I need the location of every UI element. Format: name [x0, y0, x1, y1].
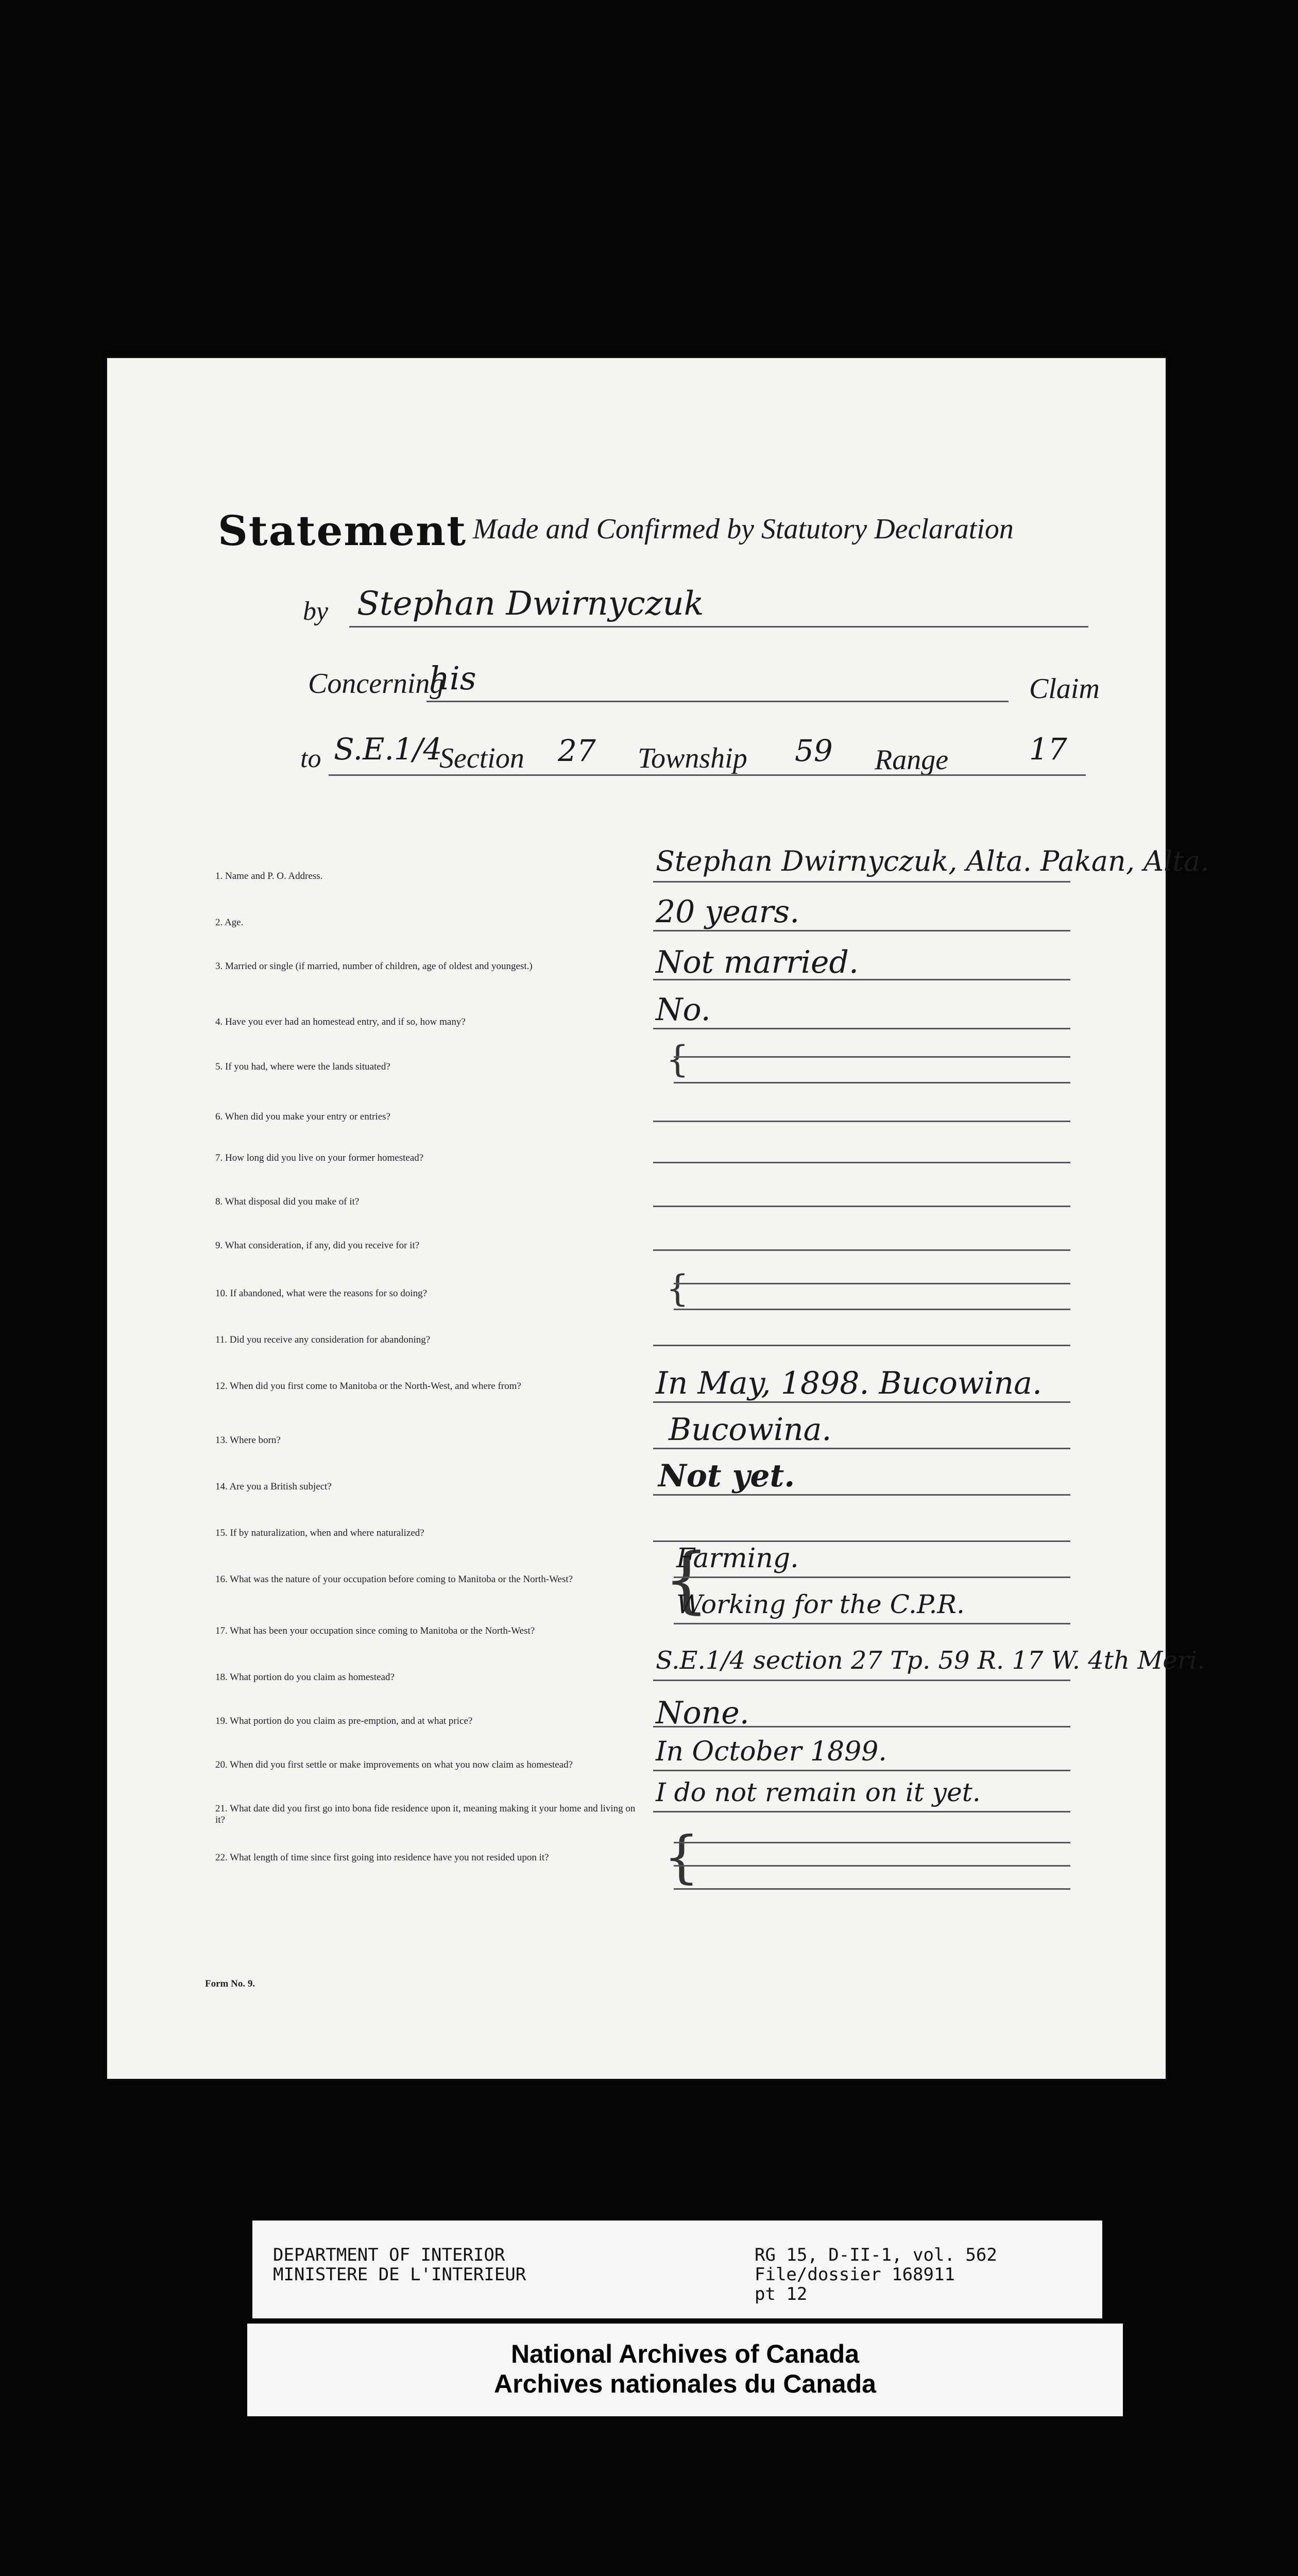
answer-line	[674, 1842, 1070, 1843]
form-subtitle: Made and Confirmed by Statutory Declaration	[473, 513, 1014, 545]
answer-line	[653, 881, 1070, 883]
question-label: 3. Married or single (if married, number of children, age of oldest and youngest.)	[215, 961, 533, 972]
answer-line	[674, 1082, 1070, 1083]
answer-text: None.	[656, 1695, 749, 1731]
answer-line	[674, 1309, 1070, 1310]
quarter-value: S.E.1/4	[334, 732, 442, 767]
answer-line	[653, 1401, 1070, 1403]
location-line	[329, 774, 1086, 776]
answer-text: Not yet.	[658, 1458, 795, 1494]
answer-line	[653, 1811, 1070, 1812]
question-label: 1. Name and P. O. Address.	[215, 871, 323, 882]
question-label: 4. Have you ever had an homestead entry, and if so, how many?	[215, 1016, 466, 1027]
answer-text: In October 1899.	[656, 1736, 887, 1767]
question-label: 21. What date did you first go into bona fide residence upon it, meaning making it your home and living on it?	[215, 1803, 636, 1825]
archives-name-en: National Archives of Canada	[510, 2340, 860, 2368]
question-label: 17. What has been your occupation since coming to Manitoba or the North-West?	[215, 1625, 535, 1636]
question-label: 10. If abandoned, what were the reasons for so doing?	[215, 1288, 428, 1299]
question-label: 19. What portion do you claim as pre-emption, and at what price?	[215, 1716, 473, 1726]
question-label: 12. When did you first come to Manitoba or the North-West, and where from?	[215, 1381, 521, 1392]
question-label: 11. Did you receive any consideration for abandoning?	[215, 1334, 431, 1345]
department-fr: MINISTERE DE L'INTERIEUR	[273, 2264, 526, 2285]
question-label: 16. What was the nature of your occupation before coming to Manitoba or the North-West?	[215, 1574, 573, 1585]
answer-line	[653, 1770, 1070, 1771]
answer-line	[653, 1121, 1070, 1122]
range-value: 17	[1029, 732, 1067, 767]
question-label: 15. If by naturalization, when and where naturalized?	[215, 1528, 424, 1538]
answer-line	[674, 1577, 1070, 1578]
reference-card	[252, 2221, 1102, 2318]
question-label: 20. When did you first settle or make improvements on what you now claim as homestead?	[215, 1759, 573, 1770]
department-en: DEPARTMENT OF INTERIOR	[273, 2245, 505, 2265]
range-label: Range	[875, 744, 949, 776]
form-title: Statement	[218, 506, 467, 555]
question-label: 18. What portion do you claim as homestead?	[215, 1672, 395, 1683]
answer-text: Working for the C.P.R.	[676, 1589, 965, 1619]
answer-line	[674, 1623, 1070, 1624]
answer-text: Not married.	[656, 944, 859, 980]
statement-form	[107, 358, 1209, 2079]
reference-line-2: File/dossier 168911	[755, 2264, 955, 2285]
answer-line	[674, 1056, 1070, 1058]
answer-text: In May, 1898. Bucowina.	[656, 1365, 1043, 1401]
answer-line	[653, 1162, 1070, 1163]
declarant-name: Stephan Dwirnyczuk	[357, 585, 704, 623]
answer-line	[674, 1283, 1070, 1284]
answer-line	[653, 1726, 1070, 1727]
reference-line-3: pt 12	[755, 2284, 808, 2304]
answer-text: 20 years.	[656, 894, 800, 930]
answer-line	[674, 1888, 1070, 1890]
answer-line	[653, 1448, 1070, 1449]
concerning-label: Concerning	[308, 668, 445, 700]
answer-line	[653, 1494, 1070, 1496]
answer-line	[653, 1206, 1070, 1207]
answer-line	[653, 1540, 1070, 1542]
section-label: Section	[439, 742, 524, 774]
archives-name-fr: Archives nationales du Canada	[494, 2369, 876, 2398]
concerning-line	[426, 701, 1009, 702]
township-value: 59	[795, 733, 833, 768]
question-label: 9. What consideration, if any, did you receive for it?	[215, 1240, 420, 1251]
question-label: 14. Are you a British subject?	[215, 1481, 332, 1492]
question-label: 13. Where born?	[215, 1435, 281, 1446]
answer-line	[674, 1865, 1070, 1867]
claim-label: Claim	[1029, 673, 1100, 705]
declarant-line	[349, 626, 1088, 628]
answer-brace: {	[666, 1267, 689, 1310]
reference-line-1: RG 15, D-II-1, vol. 562	[755, 2245, 997, 2265]
to-label: to	[300, 744, 321, 773]
answer-text: Bucowina.	[669, 1412, 832, 1448]
answer-brace: {	[663, 1538, 710, 1622]
answer-text: Farming.	[676, 1543, 799, 1574]
township-label: Township	[638, 742, 747, 774]
answer-line	[653, 979, 1070, 980]
answer-brace: {	[663, 1824, 699, 1890]
question-label: 8. What disposal did you make of it?	[215, 1196, 360, 1207]
question-label: 6. When did you make your entry or entries?	[215, 1111, 390, 1122]
answer-text: S.E.1/4 section 27 Tp. 59 R. 17 W. 4th Meri.	[656, 1646, 1205, 1675]
concerning-value: his	[429, 659, 476, 697]
question-label: 5. If you had, where were the lands situated?	[215, 1061, 390, 1072]
answer-line	[653, 1249, 1070, 1251]
answer-line	[653, 1680, 1070, 1681]
by-label: by	[303, 597, 329, 626]
form-number: Form No. 9.	[205, 1978, 255, 1989]
answer-brace: {	[666, 1038, 689, 1080]
answer-text: No.	[656, 992, 711, 1028]
archives-card	[247, 2324, 1123, 2416]
question-label: 22. What length of time since first going into residence have you not resided upon it?	[215, 1852, 549, 1863]
question-label: 7. How long did you live on your former homestead?	[215, 1153, 424, 1163]
answer-line	[653, 1028, 1070, 1029]
answer-line	[653, 1345, 1070, 1346]
section-value: 27	[558, 733, 596, 768]
answer-text: Stephan Dwirnyczuk, Alta. Pakan, Alta.	[656, 845, 1209, 877]
answer-text: I do not remain on it yet.	[656, 1777, 981, 1807]
answer-line	[653, 930, 1070, 931]
question-label: 2. Age.	[215, 917, 244, 928]
